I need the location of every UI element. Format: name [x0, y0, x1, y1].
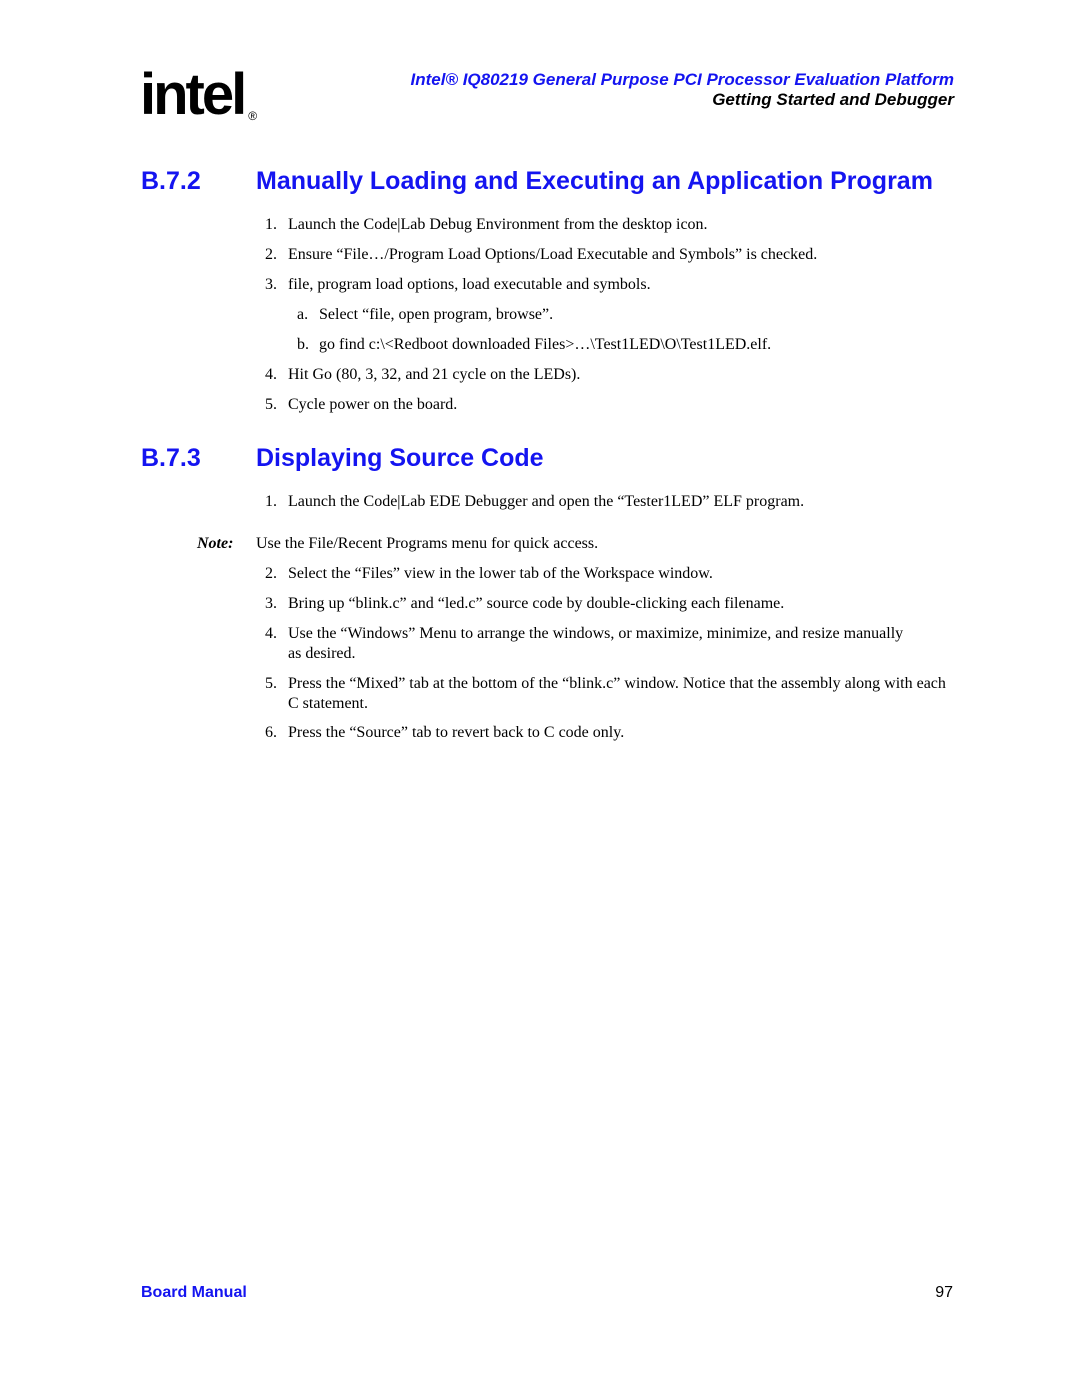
list-marker: 4. [265, 625, 277, 642]
note-label: Note: [197, 535, 234, 552]
list-marker: 1. [265, 493, 277, 510]
section-number: B.7.3 [141, 444, 201, 472]
list-marker: 3. [265, 595, 277, 612]
list-item: file, program load options, load executable and symbols. [288, 276, 651, 293]
list-item: Press the “Mixed” tab at the bottom of the “blink.c” window. Notice that the assembly along with each C statement. [288, 675, 946, 712]
list-item: Select “file, open program, browse”. [319, 306, 554, 323]
footer-label: Board Manual [141, 1284, 247, 1301]
list-item: Cycle power on the board. [288, 396, 458, 413]
list-marker: 1. [265, 216, 277, 233]
list-marker: 5. [265, 396, 277, 413]
list-marker: 2. [265, 246, 277, 263]
section-title: Displaying Source Code [256, 444, 544, 472]
list-marker: 4. [265, 366, 277, 383]
list-marker: 3. [265, 276, 277, 293]
list-item: Use the “Windows” Menu to arrange the windows, or maximize, minimize, and resize manually as desired. [288, 625, 904, 662]
list-item: Ensure “File…/Program Load Options/Load Executable and Symbols” is checked. [288, 246, 818, 263]
list-item: Hit Go (80, 3, 32, and 21 cycle on the LEDs). [288, 366, 581, 383]
page-number: 97 [935, 1284, 953, 1301]
list-marker: 6. [265, 724, 277, 741]
list-item: Launch the Code|Lab EDE Debugger and open the “Tester1LED” ELF program. [288, 493, 805, 510]
list-marker: b. [297, 336, 309, 353]
list-marker: 2. [265, 565, 277, 582]
header-title: Intel® IQ80219 General Purpose PCI Processor Evaluation Platform [410, 70, 954, 89]
list-item: Press the “Source” tab to revert back to C code only. [288, 724, 625, 741]
list-item: Select the “Files” view in the lower tab of the Workspace window. [288, 565, 713, 582]
list-marker: 5. [265, 675, 277, 692]
section-title: Manually Loading and Executing an Application Program [256, 167, 933, 195]
section-number: B.7.2 [141, 167, 201, 195]
list-marker: a. [297, 306, 309, 323]
list-item: Bring up “blink.c” and “led.c” source code by double-clicking each filename. [288, 595, 785, 612]
list-item: go find c:\<Redboot downloaded Files>…\Test1LED\O\Test1LED.elf. [319, 336, 772, 353]
note-text: Use the File/Recent Programs menu for quick access. [256, 535, 599, 552]
intel-logo: intel $_®$ [140, 62, 258, 127]
list-item: Launch the Code|Lab Debug Environment from the desktop icon. [288, 216, 708, 233]
header-subtitle: Getting Started and Debugger [712, 90, 954, 109]
